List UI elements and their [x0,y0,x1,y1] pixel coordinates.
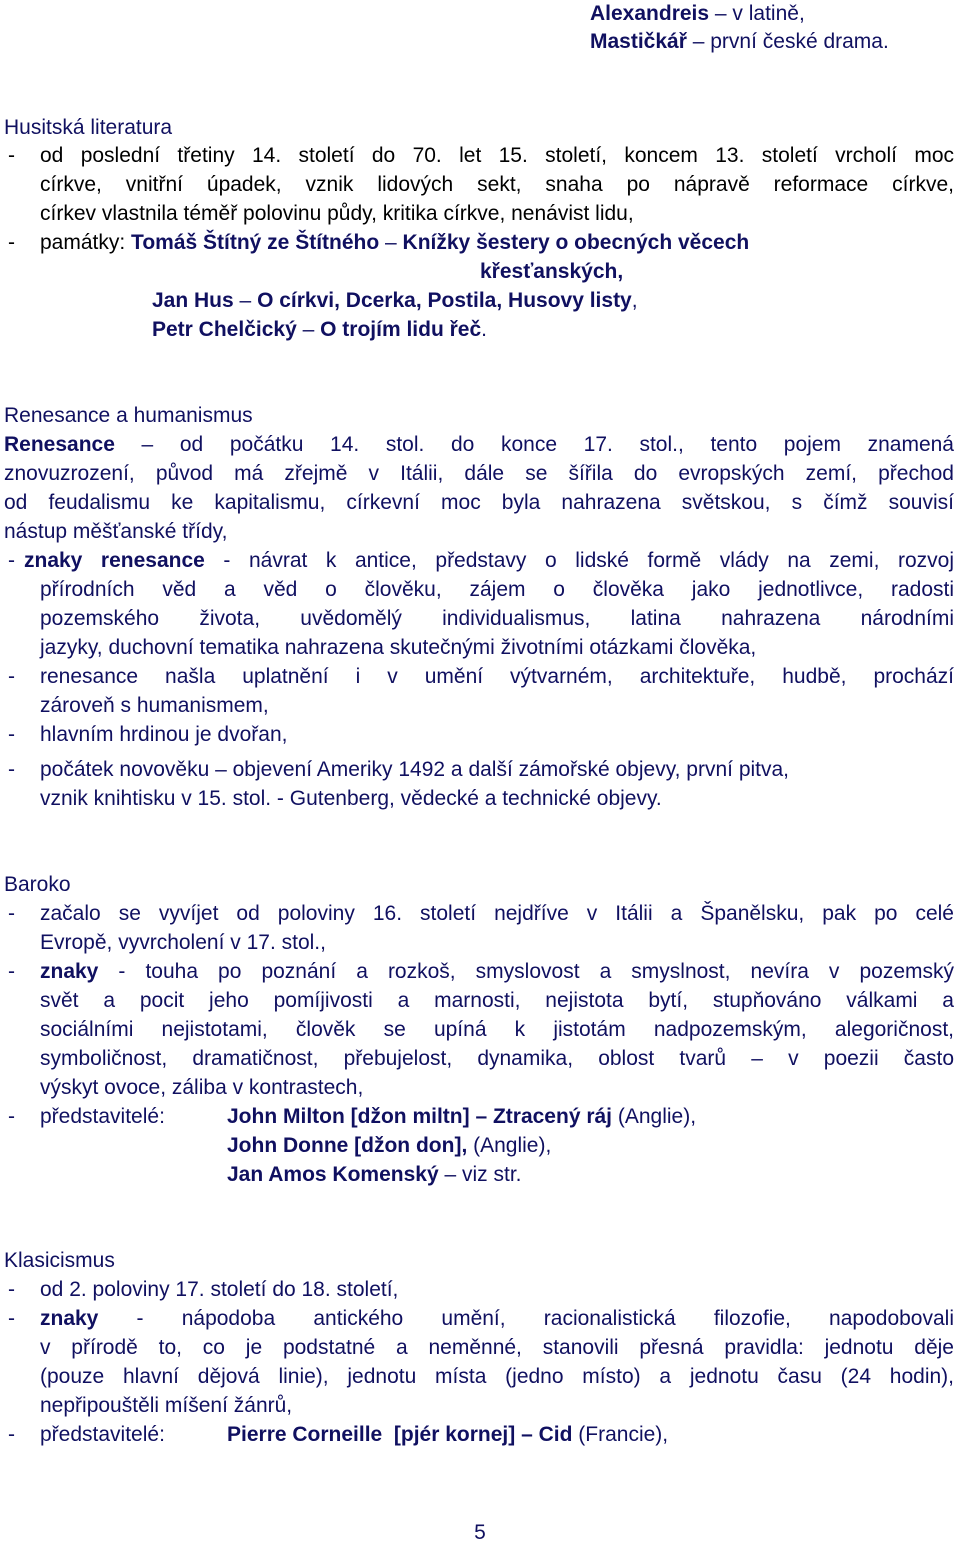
bullet-dash: - [8,1307,15,1330]
bullet-dash: - [8,1278,15,1301]
line-text: – od počátku 14. stol. do konce 17. stol., tento pojem znamená [114,433,954,456]
line-text: (Anglie), [612,1105,697,1128]
author-name: Tomáš Štítný ze Štítného [131,231,380,254]
hussite-bullet-1-line-3: církev vlastnila téměř polovinu půdy, kritika církve, nenávist lidu, [40,202,634,225]
line-text: (Anglie), [467,1134,552,1157]
renaissance-bullet-4-line-1: počátek novověku – objevení Ameriky 1492 a další zámořské objevy, první pitva, [40,758,790,781]
bullet-dash: - [8,665,15,688]
classicism-bullet-2-line-3: (pouze hlavní dějová linie), jednotu místa (jedno místo) a jednotu času (24 hodin), [40,1365,954,1388]
bullet-dash: - [8,144,15,167]
renaissance-paragraph-line-1 [4,431,954,460]
renaissance-bullet-1-line-1 [24,547,954,576]
classicism-bullet-2-line-1 [40,1305,954,1334]
work-title: Knížky šestery o obecných věcech [402,231,750,254]
renaissance-paragraph-line-4: nástup měšťanské třídy, [4,520,228,543]
baroque-bullet-2-line-4: symboličnost, dramatičnost, přebujelost, dynamika, oblost tvarů – v poezii často [40,1047,954,1070]
hussite-bullet-2-line-3: Jan Hus – O církvi, Dcerka, Postila, Husovy listy, [152,289,638,312]
line-text: (Francie), [572,1423,669,1446]
work-title: Mastičkář [590,30,687,53]
line-text: - nápodoba antického umění, racionalistická filozofie, napodobovali [98,1307,954,1330]
renaissance-paragraph-line-3: od feudalismu ke kapitalismu, církevní moc byla nahrazena světskou, s čímž souvisí [4,491,954,514]
classicism-bullet-2-line-2: v přírodě to, co je podstatné a neměnné, stanovili přesná pravidla: jednotu děje [40,1336,954,1359]
author-work: Pierre Corneille [pjér kornej] – Cid [227,1423,573,1446]
renaissance-bullet-1-line-3: pozemského života, uvědomělý individualismus, latina nahrazena národními [40,607,954,630]
bullet-dash: - [8,960,15,983]
work-title: O trojím lidu řeč [320,318,482,341]
work-title: Alexandreis [590,2,710,25]
section-heading-classicism: Klasicismus [4,1249,115,1272]
hussite-bullet-2-line-1: památky: Tomáš Štítný ze Štítného – Knížky šestery o obecných věcech [40,231,750,254]
bullet-dash: - [8,549,15,572]
baroque-bullet-1-line-1: začalo se vyvíjet od poloviny 16. století nejdříve v Itálii a Španělsku, pak po celé [40,902,954,925]
baroque-bullet-1-line-2: Evropě, vyvrcholení v 17. stol., [40,931,326,954]
renaissance-bullet-1-line-4: jazyky, duchovní tematika nahrazena skutečnými životními otázkami člověka, [40,636,757,659]
bullet-dash: - [8,723,15,746]
work-title: O církvi, Dcerka, Postila, Husovy listy [257,289,632,312]
term: Renesance [4,433,115,456]
line-text: - touha po poznání a rozkoš, smyslovost a smyslnost, nevíra v pozemský [98,960,954,983]
hussite-bullet-1-line-2: církve, vnitřní úpadek, vznik lidových sekt, snaha po nápravě reformace církve, [40,173,954,196]
bullet-dash: - [8,902,15,925]
baroque-representative-2 [227,1132,551,1161]
baroque-bullet-2-line-3: sociálními nejistotami, člověk se upíná k jistotám nadpozemským, alegoričnost, [40,1018,954,1041]
classicism-representatives-label: představitelé: [40,1423,165,1446]
section-heading-baroque: Baroko [4,873,71,896]
line-text: – viz str. [438,1163,522,1186]
classicism-bullet-2-line-4: nepřipouštěli míšení žánrů, [40,1394,293,1417]
hussite-bullet-1-line-1: od poslední třetiny 14. století do 70. let 15. století, koncem 13. století vrcholí moc [40,144,954,167]
renaissance-bullet-3: hlavním hrdinou je dvořan, [40,723,288,746]
section-heading-hussite: Husitská literatura [4,116,173,139]
classicism-representative-1 [227,1421,668,1450]
baroque-representatives-label: představitelé: [40,1105,165,1128]
renaissance-bullet-1-line-2: přírodních věd a věd o člověku, zájem o člověka jako jednotlivce, radosti [40,578,954,601]
renaissance-bullet-2-line-2: zároveň s humanismem, [40,694,269,717]
bullet-dash: - [8,1423,15,1446]
renaissance-bullet-4-line-2: vznik knihtisku v 15. stol. - Gutenberg, vědecké a technické objevy. [40,787,662,810]
baroque-bullet-2-line-2: svět a pocit jeho pomíjivosti a marnosti, nejistota bytí, stupňováno válkami a [40,989,954,1012]
renaissance-paragraph-line-2: znovuzrození, původ má zřejmě v Itálii, dále se šířila do evropských zemí, přechod [4,462,954,485]
top-line-1 [590,0,805,29]
section-heading-renaissance: Renesance a humanismus [4,404,253,427]
line-text: – první české drama. [686,30,889,53]
hussite-bullet-2-line-2: křesťanských, [480,260,624,283]
page-number: 5 [474,1521,486,1544]
baroque-representative-1 [227,1103,696,1132]
baroque-bullet-2-line-5: výskyt ovoce, záliba v kontrastech, [40,1076,364,1099]
line-text: – v latině, [709,2,805,25]
author-work: Jan Amos Komenský [227,1163,439,1186]
author-name: Jan Hus [152,289,234,312]
author-name: Petr Chelčický [152,318,297,341]
author-work: John Donne [džon don], [227,1134,468,1157]
baroque-bullet-2-line-1 [40,958,954,987]
bullet-dash: - [8,231,15,254]
bullet-dash: - [8,1105,15,1128]
author-work: John Milton [džon miltn] – Ztracený ráj [227,1105,613,1128]
bullet-dash: - [8,758,15,781]
hussite-bullet-2-line-4: Petr Chelčický – O trojím lidu řeč. [152,318,487,341]
line-text: - návrat k antice, představy o lidské formě vlády na zemi, rozvoj [204,549,954,572]
term: znaky [40,1307,99,1330]
classicism-bullet-1: od 2. poloviny 17. století do 18. století, [40,1278,399,1301]
term: znaky renesance [24,549,205,572]
baroque-representative-3 [227,1161,522,1190]
line-text: památky: [40,231,132,254]
renaissance-bullet-2-line-1: renesance našla uplatnění i v umění výtvarném, architektuře, hudbě, prochází [40,665,954,688]
top-line-2 [590,28,889,57]
term: znaky [40,960,99,983]
